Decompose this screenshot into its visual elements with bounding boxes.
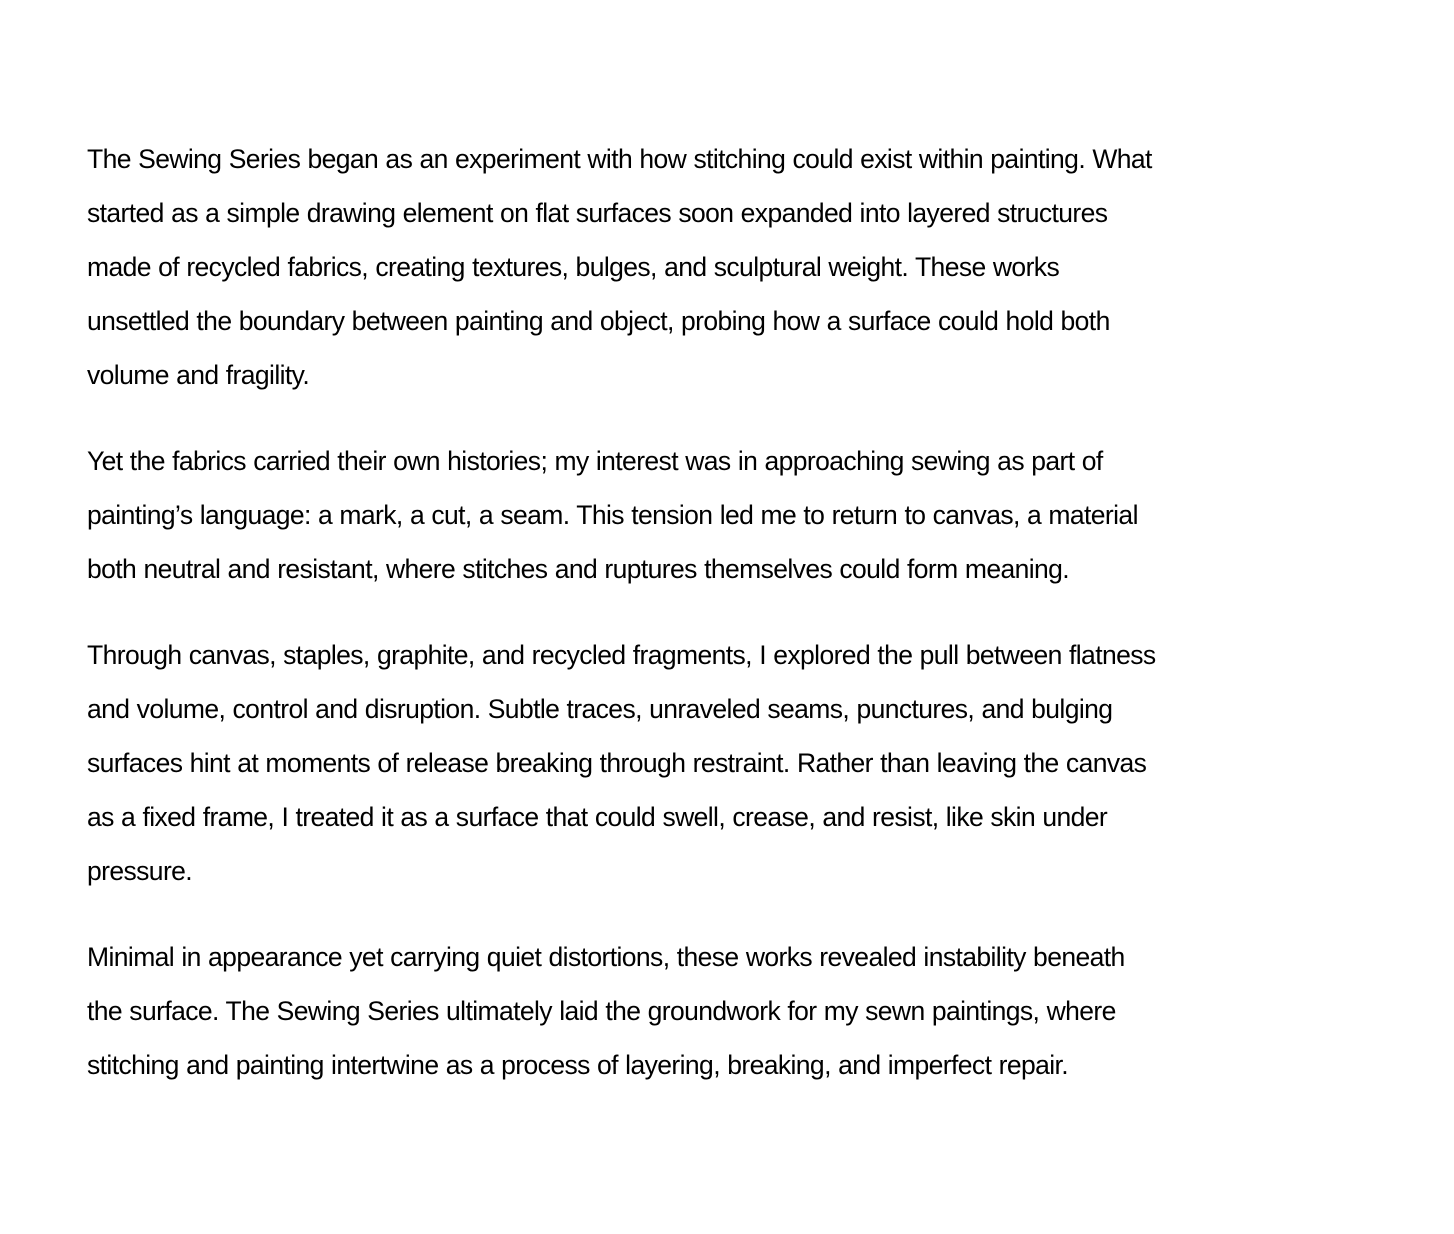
paragraph-1: [87, 132, 1332, 402]
text-line: the surface. The Sewing Series ultimately laid the groundwork for my sewn paintings, where: [87, 996, 1116, 1026]
text-line: and volume, control and disruption. Subtle traces, unraveled seams, punctures, and bulging: [87, 694, 1113, 724]
text-line: pressure.: [87, 856, 193, 886]
text-line: volume and fragility.: [87, 360, 310, 390]
text-line: both neutral and resistant, where stitches and ruptures themselves could form meaning.: [87, 554, 1070, 584]
text-line: stitching and painting intertwine as a process of layering, breaking, and imperfect repair.: [87, 1050, 1069, 1080]
text-line: Through canvas, staples, graphite, and recycled fragments, I explored the pull between flatness: [87, 640, 1156, 670]
text-line: unsettled the boundary between painting and object, probing how a surface could hold both: [87, 306, 1110, 336]
text-line: surfaces hint at moments of release breaking through restraint. Rather than leaving the canvas: [87, 748, 1147, 778]
paragraph-3: [87, 628, 1332, 898]
text-line: made of recycled fabrics, creating textures, bulges, and sculptural weight. These works: [87, 252, 1060, 282]
text-line: Yet the fabrics carried their own histories; my interest was in approaching sewing as part of: [87, 446, 1103, 476]
paragraph-2: [87, 434, 1332, 596]
paragraph-4: [87, 930, 1332, 1092]
text-line: painting’s language: a mark, a cut, a seam. This tension led me to return to canvas, a material: [87, 500, 1138, 530]
text-line: as a fixed frame, I treated it as a surface that could swell, crease, and resist, like skin under: [87, 802, 1108, 832]
text-line: started as a simple drawing element on flat surfaces soon expanded into layered structures: [87, 198, 1108, 228]
text-line: Minimal in appearance yet carrying quiet distortions, these works revealed instability beneath: [87, 942, 1125, 972]
document-body: [87, 132, 1332, 1124]
text-line: The Sewing Series began as an experiment with how stitching could exist within painting. What: [87, 144, 1152, 174]
